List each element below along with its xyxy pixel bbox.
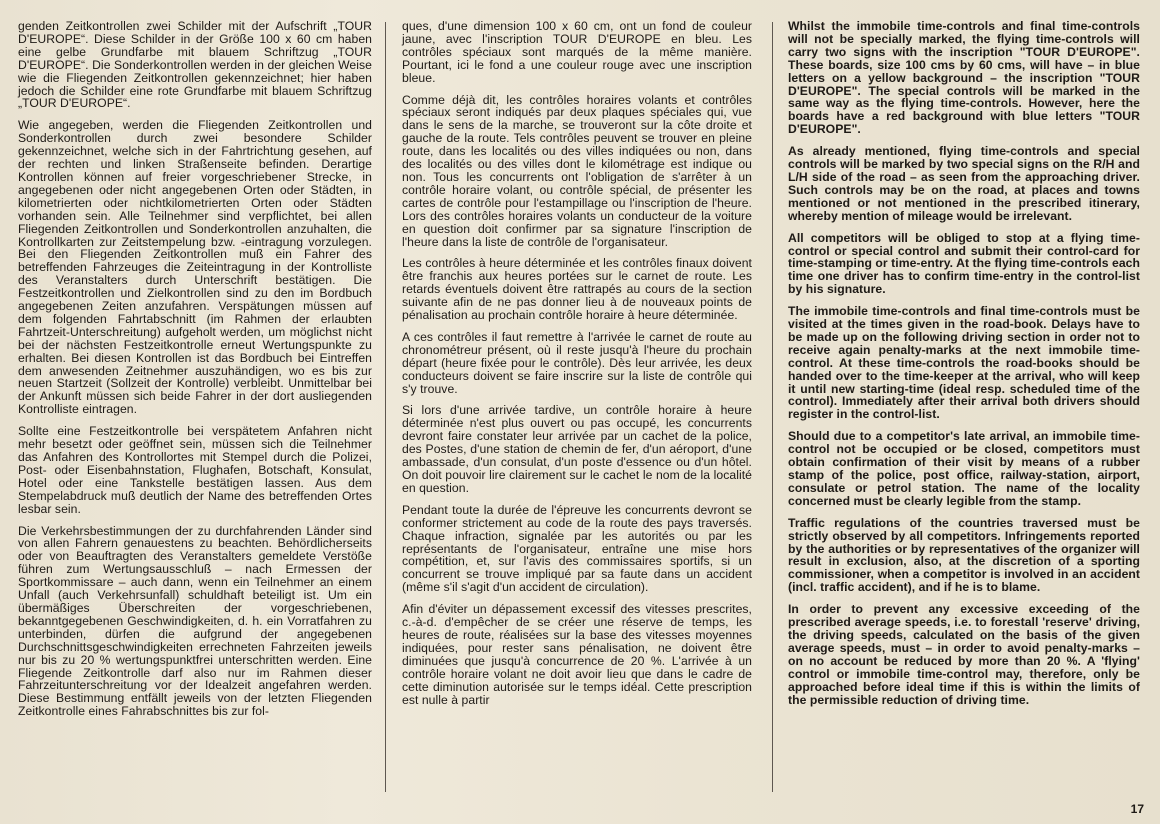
french-paragraph: Afin d'éviter un dépassement excessif des vitesses prescrites, c.-à-d. d'empêcher de se créer une réserve de temps, les heures de route, réalisées sur la base des vitesses moyennes indiquées, pour rester sans pénalisation, ne doivent être diminuées que jusqu'à concurrence de 20 %. L'arrivée à un contrôle horaire volant ne doit avoir lieu que dans le cadre de cette diminution autorisée sur le temps idéal. Cette prescription est nulle à partir: [402, 602, 752, 707]
english-paragraph: In order to prevent any excessive exceeding of the prescribed average speeds, i.e. to forestall 'reserve' driving, the driving speeds, calculated on the basis of the given average speeds, must – in order to avoid penalty-marks – on no account be reduced by more than 20 %. A 'flying' control or immobile time-control may, therefore, only be approached before ideal time if this is within the limits of the permissible reduction of driving time.: [788, 602, 1140, 707]
german-paragraph: genden Zeitkontrollen zwei Schilder mit der Aufschrift „TOUR D'EUROPE“. Diese Schilder in der Größe 100 x 60 cm haben eine gelbe Grundfarbe mit blauem Schriftzug „TOUR D'EUROPE“. Die Sonderkontrollen werden in der gleichen Weise wie die Fliegenden Zeitkontrollen gekennzeichnet; hier haben jedoch die Schilder eine rote Grundfarbe mit blauem Schriftzug „TOUR D'EUROPE“.: [18, 19, 372, 111]
english-paragraph: Traffic regulations of the countries traversed must be strictly observed by all competitors. Infringements reported by the authorities or by representatives of the organizer will result in exclusion, also, at the discretion of a sporting commissioner, when a competitor is involved in an accident (incl. traffic accident), and if he is to blame.: [788, 515, 1140, 595]
page-number: 17: [1130, 802, 1144, 816]
column-divider: [385, 22, 386, 792]
english-paragraph: The immobile time-controls and final time-controls must be visited at the times given in the road-book. Delays have to be made up on the following driving section in order not to receive again penalty-marks at the next immobile time-control. At these time-controls the road-books should be handed over to the time-keeper at the arrival, who will keep it until new starting-time (ideal resp. scheduled time of the control). Immediately after their arrival both drivers should register in the control-list.: [788, 304, 1140, 422]
french-paragraph: Les contrôles à heure déterminée et les contrôles finaux doivent être franchis aux heures portées sur le carnet de route. Les retards éventuels doivent être rattrapés au cours de la section suivante afin de ne pas donner lieu à de nouveaux points de pénalisation au prochain contrôle horaire à heure déterminée.: [402, 256, 752, 323]
english-paragraph: As already mentioned, flying time-controls and special controls will be marked by two special signs on the R/H and L/H side of the road – as seen from the approaching driver. Such controls may be on the road, at places and towns mentioned or not mentioned in the prescribed itinerary, whereby mention of mileage would be irrelevant.: [788, 144, 1140, 223]
german-column: [18, 20, 372, 727]
french-paragraph: Si lors d'une arrivée tardive, un contrôle horaire à heure déterminée n'est plus ouvert ou pas occupé, les concurrents devront faire constater leur arrivée par un cachet de la police, des Postes, d'une station de chemin de fer, d'un aéroport, d'une ambassade, d'un consulat, d'un poste d'essence ou d'un hôtel. On doit pouvoir lire clairement sur le cachet le nom de la localité en question.: [402, 403, 752, 495]
french-paragraph: A ces contrôles il faut remettre à l'arrivée le carnet de route au chronométreur présent, où il reste jusqu'à l'heure du prochain départ (heure fixée pour le contrôle). Dès leur arrivée, les deux conducteurs doivent se faire inscrire sur la liste de contrôle qui s'y trouve.: [402, 329, 752, 396]
french-column: [402, 20, 752, 715]
french-paragraph: Comme déjà dit, les contrôles horaires volants et contrôles spéciaux seront indiqués par deux plaques spéciales qui, vue dans le sens de la marche, se trouveront sur la côte droite et gauche de la route. Tels contrôles peuvent se trouver en pleine route, dans les localités ou des villes indiquées ou non, dans des localités ou des villes dont le kilométrage est indique ou non. Tous les concurrents ont l'obligation de s'arrêter à un contrôle horaire volant, ou contrôle spécial, de présenter les cartes de contrôle pour l'estampillage ou l'inscription de l'heure. Lors des contrôles horaires volants un conducteur de la voiture en question doit confirmer par sa signature l'inscription de l'heure dans la liste de contrôle de l'organisateur.: [402, 92, 752, 249]
english-paragraph: Should due to a competitor's late arrival, an immobile time-control not be occupied or be closed, competitors must obtain confirmation of their visit by means of a rubber stamp of the police, post office, railway-station, airport, consulate or petrol station. The name of the locality concerned must be clearly legible from the stamp.: [788, 429, 1140, 508]
german-paragraph: Wie angegeben, werden die Fliegenden Zeitkontrollen und Sonderkontrollen durch zwei besondere Schilder gekennzeichnet, welche sich in der Fahrtrichtung gesehen, auf der rechten und linken Straßenseite befinden. Derartige Kontrollen können auf freier vorgeschriebener Strecke, in angegebenen oder nicht angegebenen Orten oder Städten, in kilometrierten oder nichtkilometrierten Orten oder Städten vorhanden sein. Alle Teilnehmer sind verpflichtet, bei allen Fliegenden Zeitkontrollen und Sonderkontrollen anzuhalten, die Kontrollkarten zur Zeitstempelung bzw. -eintragung vorzulegen. Bei den Fliegenden Zeitkontrollen muß ein Fahrer des betreffenden Fahrzeuges die Zeiteintragung in der Kontrolliste des Veranstalters durch Unterschrift bestätigen. Die Festzeitkontrollen und Zielkontrollen sind zu den im Bordbuch angegebenen Zeiten anzufahren. Verspätungen müssen auf dem folgenden Fahrtabschnitt (im Rahmen der erlaubten Fahrtzeit-Unterschreitung) aufgeholt werden, um möglichst nicht bei der nächsten Festzeitkontrolle erneut Wertungspunkte zu erhalten. Bei diesen Kontrollen ist das Bordbuch bei Eintreffen dem anwesenden Zeitnehmer auszuhändigen, wo es bis zur neuen Startzeit (Sollzeit der Kontrolle) verbleibt. Unmittelbar bei der Ankunft müssen sich beide Fahrer in der dort ausliegenden Kontrolliste eintragen.: [18, 118, 372, 417]
english-paragraph: All competitors will be obliged to stop at a flying time-control or special control and submit their control-card for time-stamping or time-entry. At the flying time-controls each time one driver has to confirm time-entry in the control-list by his signature.: [788, 230, 1140, 297]
english-paragraph: Whilst the immobile time-controls and final time-controls will not be specially marked, the flying time-controls will carry two signs with the inscription "TOUR D'EUROPE". These boards, size 100 cms by 60 cms, will have – in blue letters on a yellow background – the inscription "TOUR D'EUROPE". The special controls will be marked in the same way as the flying time-controls. However, here the boards have a red background with blue letters "TOUR D'EUROPE".: [788, 19, 1140, 137]
french-paragraph: Pendant toute la durée de l'épreuve les concurrents devront se conformer strictement au code de la route des pays traversés. Chaque infraction, signalée par les autorités ou par les représentants de l'organisateur, entraîne une mise hors compétition, et, sur l'avis des commissaires sportifs, si un concurrent se trouve impliqué par sa faute dans un accident (même s'il s'agit d'un accident de circulation).: [402, 502, 752, 595]
column-divider: [772, 22, 773, 792]
french-paragraph: ques, d'une dimension 100 x 60 cm, ont un fond de couleur jaune, avec l'inscription TOUR D'EUROPE en bleu. Les contrôles spéciaux sont marqués de la même manière. Pourtant, ici le fond a une couleur rouge avec une inscription bleue.: [402, 19, 752, 85]
german-paragraph: Die Verkehrsbestimmungen der zu durchfahrenden Länder sind von allen Fahrern genauestens zu beachten. Behördlicherseits oder von Beauftragten des Veranstalters gemeldete Verstöße führen zum Wertungsausschluß – nach Ermessen der Sportkommissare – auch dann, wenn ein Teilnehmer an einem Unfall (auch Verkehrsunfall) schuldhaft beteiligt ist. Um ein übermäßiges Überschreiten der vorgeschriebenen, bekanntgegebenen Geschwindigkeiten, d. h. ein Vorratfahren zu unterbinden, dürfen die aufgrund der angegebenen Durchschnittsgeschwindigkeiten errechneten Fahrzeiten jeweils nur bis zu 20 % wertungspunktfrei unterschritten werden. Eine Fliegende Zeitkontrolle darf also nur im Rahmen dieser Fahrzeitunterschreitung vor der Idealzeit angefahren werden. Diese Bestimmung entfällt jeweils von der letzten Fliegenden Zeitkontrolle eines Fahrabschnittes bis zur fol-: [18, 523, 372, 719]
english-column: [788, 20, 1140, 715]
german-paragraph: Sollte eine Festzeitkontrolle bei verspätetem Anfahren nicht mehr besetzt oder geöffnet sein, müssen sich die Teilnehmer das Anfahren des Kontrollortes mit Stempel durch die Polizei, Post- oder Eisenbahnstation, Flughafen, Botschaft, Konsulat, Hotel oder eine Tankstelle bestätigen lassen. Aus dem Stempelabdruck muß deutlich der Name des betreffenden Ortes lesbar sein.: [18, 424, 372, 516]
